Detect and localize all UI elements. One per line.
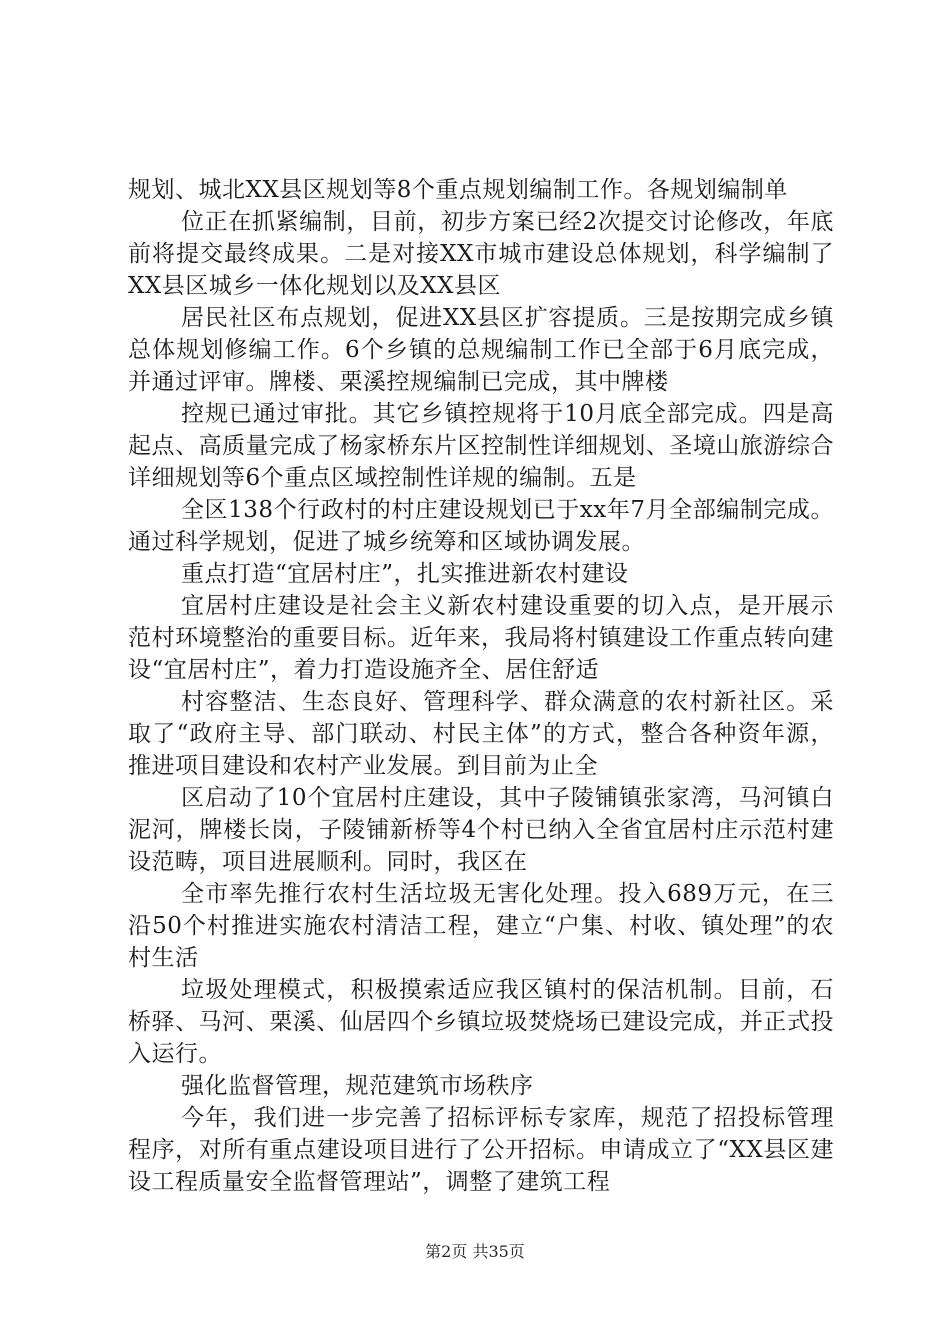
paragraph-2: 位正在抓紧编制，目前，初步方案已经2次提交讨论修改，年底前将提交最终成果。二是对接XX市城市建设总体规划，科学编制了XX县区城乡一体化规划以及XX县区	[128, 209, 834, 299]
paragraph-9: 区启动了10个宜居村庄建设，其中子陵铺镇张家湾，马河镇白泥河，牌楼长岗，子陵铺新桥等4个村已纳入全省宜居村庄示范村建设范畴，项目进展顺利。同时，我区在	[128, 785, 834, 875]
paragraph-5: 全区138个行政村的村庄建设规划已于xx年7月全部编制完成。通过科学规划，促进了城乡统筹和区域协调发展。	[128, 497, 834, 555]
paragraph-7: 宜居村庄建设是社会主义新农村建设重要的切入点，是开展示范村环境整治的重要目标。近年来，我局将村镇建设工作重点转向建设“宜居村庄”，着力打造设施齐全、居住舒适	[128, 593, 834, 683]
paragraph-1: 规划、城北XX县区规划等8个重点规划编制工作。各规划编制单	[128, 177, 788, 203]
paragraph-13: 今年，我们进一步完善了招标评标专家库，规范了招投标管理程序，对所有重点建设项目进行了公开招标。申请成立了“XX县区建设工程质量安全监督管理站”，调整了建筑工程	[128, 1105, 834, 1195]
page-footer: 第2页 共35页	[425, 1242, 525, 1261]
paragraph-11: 垃圾处理模式，积极摸索适应我区镇村的保洁机制。目前，石桥驿、马河、栗溪、仙居四个乡镇垃圾焚烧场已建设完成，并正式投入运行。	[128, 977, 834, 1067]
section-heading-livable-villages: 重点打造“宜居村庄”，扎实推进新农村建设	[181, 561, 629, 587]
paragraph-4: 控规已通过审批。其它乡镇控规将于10月底全部完成。四是高起点、高质量完成了杨家桥东片区控制性详细规划、圣境山旅游综合详细规划等6个重点区域控制性详规的编制。五是	[128, 401, 834, 491]
document-body	[128, 174, 834, 1198]
section-heading-supervision: 强化监督管理，规范建筑市场秩序	[181, 1073, 534, 1099]
paragraph-10: 全市率先推行农村生活垃圾无害化处理。投入689万元，在三沿50个村推进实施农村清洁工程，建立“户集、村收、镇处理”的农村生活	[128, 881, 834, 971]
paragraph-8: 村容整洁、生态良好、管理科学、群众满意的农村新社区。采取了“政府主导、部门联动、村民主体”的方式，整合各种资年源，推进项目建设和农村产业发展。到目前为止全	[128, 689, 834, 779]
paragraph-3: 居民社区布点规划，促进XX县区扩容提质。三是按期完成乡镇总体规划修编工作。6个乡镇的总规编制工作已全部于6月底完成，并通过评审。牌楼、栗溪控规编制已完成，其中牌楼	[128, 305, 834, 395]
